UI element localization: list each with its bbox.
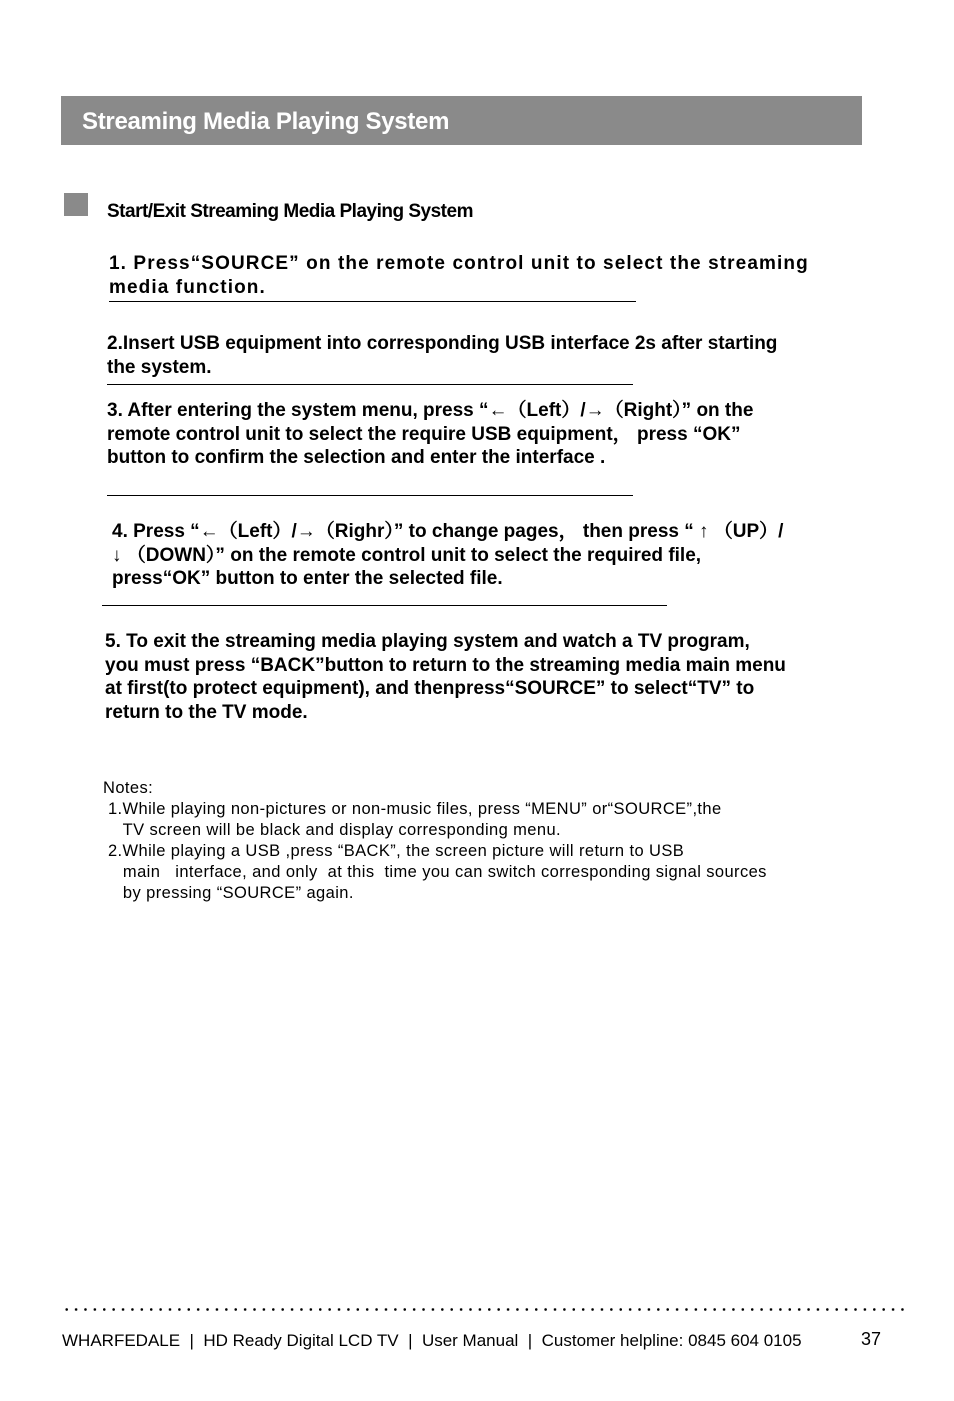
step-5 (105, 630, 786, 724)
step-3-line-1: 3. After entering the system menu, press “←（Left）/→（Right）” on the (107, 400, 754, 421)
step-2-rule (107, 384, 633, 385)
page-number: 37 (861, 1329, 882, 1349)
step-4-rule (102, 605, 667, 606)
step-1-rule (109, 301, 636, 302)
footer-dotted-divider (62, 1308, 908, 1311)
notes-line: TV screen will be black and display corresponding menu. (103, 821, 562, 839)
step-5-line-4: return to the TV mode. (105, 701, 308, 723)
step-1 (109, 252, 809, 299)
notes-line: by pressing “SOURCE” again. (103, 884, 354, 902)
step-5-line-2: you must press “BACK”button to return to the streaming media main menu (105, 654, 786, 676)
step-5-line-1: 5. To exit the streaming media playing system and watch a TV program, (105, 631, 750, 652)
step-2 (107, 332, 777, 379)
section-header-bar (61, 96, 862, 145)
step-4 (112, 520, 783, 591)
step-2-line-1: 2.Insert USB equipment into corresponding USB interface 2s after starting (107, 333, 778, 354)
step-5-line-3: at first(to protect equipment), and thenpress“SOURCE” to select“TV” to (105, 678, 755, 699)
step-3-line-2: remote control unit to select the require USB equipment， press “OK” (107, 423, 741, 445)
notes-line: main interface, and only at this time you can switch corresponding signal sources (103, 863, 767, 881)
step-4-line-1: 4. Press “←（Left）/→（Righr）” to change pages， then press “ ↑ （UP）/ (112, 521, 784, 542)
step-1-line-2: media function. (109, 276, 266, 298)
step-1-line-1: 1. Press“SOURCE” on the remote control unit to select the streaming (109, 253, 809, 274)
page-title: Streaming Media Playing System (82, 108, 450, 135)
step-2-line-2: the system. (107, 356, 212, 378)
notes-block (103, 778, 767, 904)
notes-title: Notes: (103, 779, 154, 797)
step-3-line-3: button to confirm the selection and enter the interface . (107, 447, 606, 468)
section-bullet-square (64, 193, 88, 216)
section-heading: Start/Exit Streaming Media Playing System (107, 201, 473, 222)
notes-line: 1.While playing non-pictures or non-music files, press “MENU” or“SOURCE”,the (103, 800, 722, 818)
step-3 (107, 399, 753, 470)
step-4-line-3: press“OK” button to enter the selected file. (112, 568, 503, 589)
step-4-line-2: ↓ （DOWN）” on the remote control unit to select the required file, (112, 544, 702, 566)
notes-line: 2.While playing a USB ,press “BACK”, the screen picture will return to USB (103, 842, 685, 860)
footer-text: WHARFEDALE | HD Ready Digital LCD TV | User Manual | Customer helpline: 0845 604 0105 (62, 1331, 802, 1350)
step-3-rule (107, 495, 633, 496)
